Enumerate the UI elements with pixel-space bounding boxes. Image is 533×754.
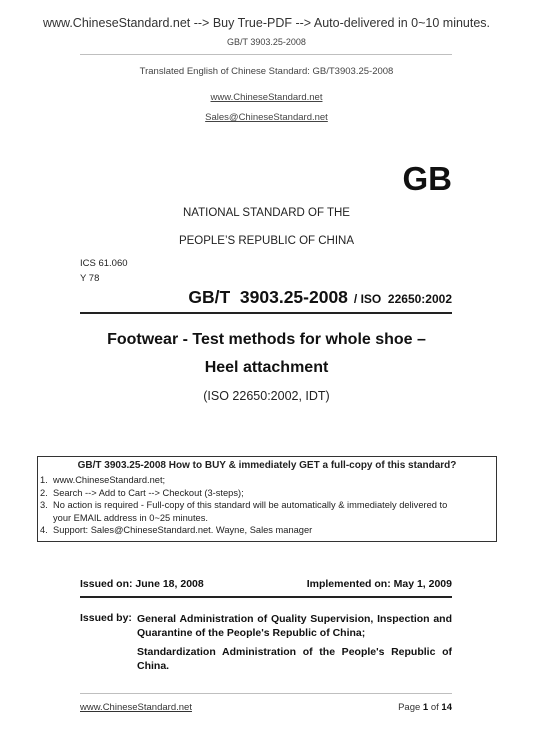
standard-number-row <box>0 287 452 308</box>
purchase-info-box <box>37 456 497 542</box>
purchase-steps-list <box>40 474 494 537</box>
idt-reference: (ISO 22650:2002, IDT) <box>203 389 330 403</box>
translation-note: Translated English of Chinese Standard: GB/T3903.25-2008 <box>139 66 394 77</box>
list-item-number: 3. <box>40 500 48 511</box>
document-title-line2: Heel attachment <box>204 359 329 376</box>
footer-divider <box>80 693 452 694</box>
issued-on-date: Issued on: June 18, 2008 <box>80 578 204 590</box>
footer-website-link[interactable]: www.ChineseStandard.net <box>80 702 192 713</box>
page-label: Page <box>398 702 421 713</box>
national-standard-line2: PEOPLE’S REPUBLIC OF CHINA <box>178 235 355 247</box>
list-item-text: No action is required - Full-copy of this standard will be automatically & immediately delivered to <box>53 500 448 511</box>
list-item-number: 2. <box>40 487 48 498</box>
list-item-text[interactable]: www.ChineseStandard.net; <box>53 475 166 485</box>
header-divider <box>80 54 452 55</box>
document-title-line1: Footwear - Test methods for whole shoe – <box>107 331 426 348</box>
page-of-label: of <box>430 702 439 713</box>
header-standard-code: GB/T 3903.25-2008 <box>227 37 306 47</box>
standard-number-rule <box>80 312 452 314</box>
list-item-number: 1. <box>40 475 48 485</box>
purchase-box-title: GB/T 3903.25-2008 How to BUY & immediately GET a full-copy of this standard? <box>77 460 457 471</box>
implemented-on-date: Implemented on: May 1, 2009 <box>306 578 452 590</box>
national-standard-line1: NATIONAL STANDARD OF THE <box>183 207 350 219</box>
header-promo-line: www.ChineseStandard.net --> Buy True-PDF --> Auto-delivered in 0~10 minutes. <box>42 16 491 30</box>
ics-code: ICS 61.060 <box>80 258 128 269</box>
list-item <box>40 499 494 512</box>
email-link[interactable]: Sales@ChineseStandard.net <box>205 112 328 123</box>
issued-by-label: Issued by: <box>80 612 132 624</box>
ccs-code: Y 78 <box>80 273 100 284</box>
website-link-wrapper <box>0 87 533 105</box>
list-item <box>40 474 494 487</box>
page-indicator <box>398 702 452 713</box>
page-total: 14 <box>441 702 452 713</box>
page-number: 1 <box>422 702 429 713</box>
list-item-number: 4. <box>40 525 48 536</box>
issue-date-rule <box>80 596 452 598</box>
list-item <box>40 487 494 500</box>
list-item-text: your EMAIL address in 0~25 minutes. <box>53 512 208 523</box>
list-item-text: Search --> Add to Cart --> Checkout (3-steps); <box>53 487 244 498</box>
list-item-text: Support: Sales@ChineseStandard.net. Wayne, Sales manager <box>53 525 313 536</box>
issuer-aqsiq: General Administration of Quality Supervision, Inspection and Quarantine of the People's Republic of China; <box>137 613 452 639</box>
email-link-wrapper <box>0 107 533 125</box>
website-link[interactable]: www.ChineseStandard.net <box>210 92 323 103</box>
standard-number: GB/T 3903.25-2008 <box>188 287 348 307</box>
gb-mark: GB <box>402 160 452 197</box>
list-item <box>40 524 494 537</box>
issuer-sac: Standardization Administration of the People's Republic of China. <box>137 646 452 672</box>
list-item <box>40 512 494 525</box>
iso-reference: / ISO 22650:2002 <box>353 292 452 306</box>
